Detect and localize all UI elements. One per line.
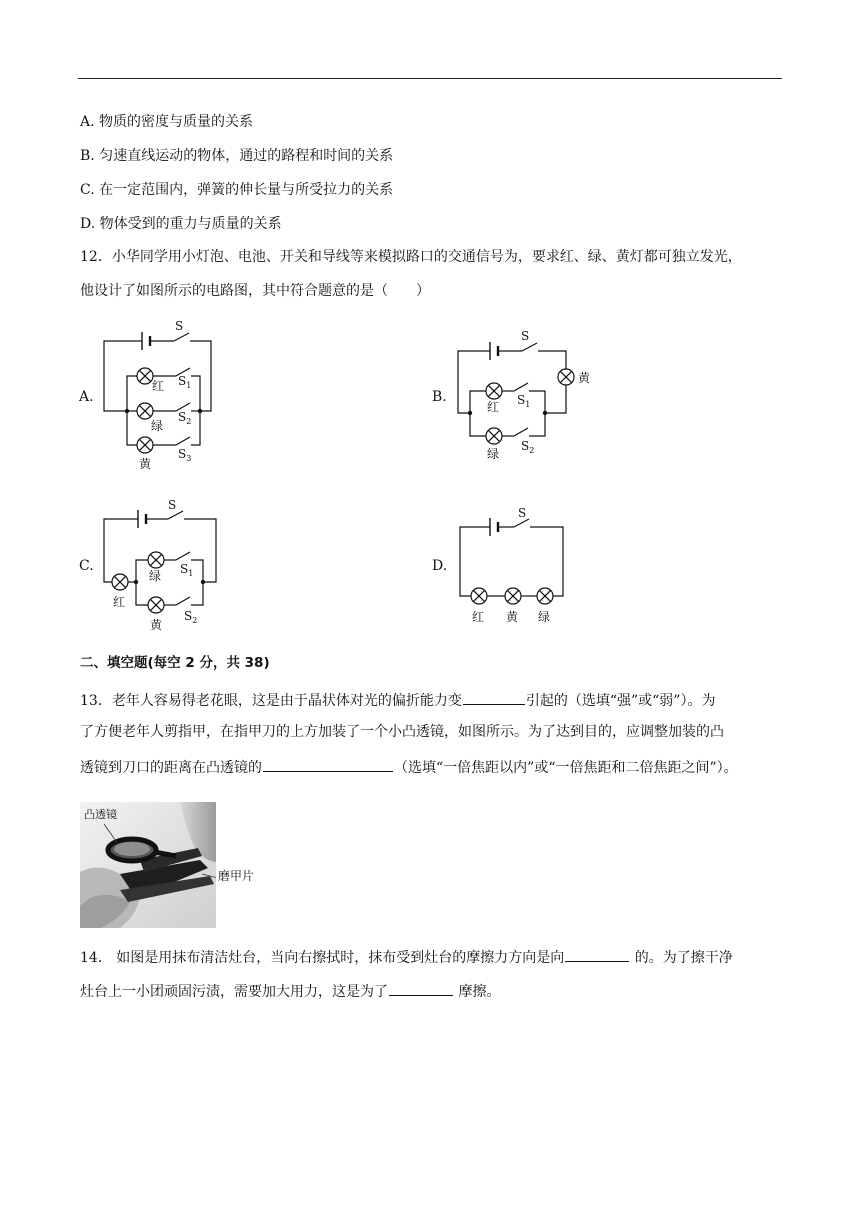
circuit-c-label: C.: [79, 558, 94, 574]
section2-heading: 二、填空题(每空 2 分，共 38): [80, 655, 270, 671]
q13-line2: 了方便老年人剪指甲，在指甲刀的上方加装了一个小凸透镜，如图所示。为了达到目的，应调整加装的凸: [80, 724, 724, 740]
a-s2-label: $S_2$: [178, 410, 192, 426]
b-green-label: 绿: [487, 447, 500, 461]
c-s2-label: $S_2$: [184, 609, 198, 625]
q12-stem-line2: 他设计了如图所示的电路图，其中符合题意的是（ ）: [80, 283, 430, 299]
d-green-label: 绿: [538, 610, 551, 624]
lens-label: 凸透镜: [84, 808, 117, 821]
b-red-label: 红: [487, 400, 500, 414]
c-switch-label: S: [168, 498, 177, 512]
q11-option-a: A. 物质的密度与质量的关系: [80, 114, 254, 130]
lamp-d-yellow: [505, 588, 521, 604]
q14-line1: 14． 如图是用抹布清洁灶台，当向右擦拭时，抹布受到灶台的摩擦力方向是向 的。为了擦干净: [80, 947, 733, 967]
lamp-d-red: [471, 588, 487, 604]
q14-blank-2[interactable]: [389, 981, 453, 996]
c-yellow-label: 黄: [150, 618, 163, 632]
q13-blank-1[interactable]: [463, 690, 525, 705]
a-s3-label: $S_3$: [178, 447, 192, 463]
q14-line2: 灶台上一小团顽固污渍，需要加大用力，这是为了 摩擦。: [80, 981, 500, 1001]
a-switch-label: S: [175, 319, 184, 333]
d-red-label: 红: [472, 610, 485, 624]
lamp-b-red: [486, 383, 502, 399]
lamp-a-yellow: [137, 437, 153, 453]
lamp-c-yellow: [148, 597, 164, 613]
q12-stem-line1: 12．小华同学用小灯泡、电池、开关和导线等来模拟路口的交通信号为，要求红、绿、黄灯都可独立发光，: [80, 249, 742, 265]
a-yellow-label: 黄: [139, 457, 152, 471]
lamp-c-green: [148, 552, 164, 568]
circuit-d-label: D.: [432, 558, 448, 574]
circuit-a-label: A.: [79, 389, 94, 405]
circuit-b-label: B.: [432, 389, 447, 405]
b-s2-label: $S_2$: [521, 439, 535, 455]
lamp-b-yellow: [558, 369, 574, 385]
circuit-d: [460, 518, 563, 596]
q14-blank-1[interactable]: [565, 947, 629, 962]
q13-line1: 13．老年人容易得老花眼，这是由于晶状体对光的偏折能力变 引起的（选填“强”或“弱”）。为: [80, 690, 715, 710]
b-yellow-label: 黄: [578, 371, 591, 385]
c-red-label: 红: [113, 595, 126, 609]
q11-option-c: C. 在一定范围内，弹簧的伸长量与所受拉力的关系: [80, 182, 394, 198]
d-yellow-label: 黄: [506, 610, 519, 624]
lamp-a-green: [137, 403, 153, 419]
lamp-b-green: [486, 428, 502, 444]
a-s1-label: $S_1$: [178, 374, 192, 390]
a-red-label: 红: [152, 379, 165, 393]
circuit-b: [458, 342, 566, 436]
lamp-a-red: [137, 368, 153, 384]
c-s1-label: $S_1$: [180, 562, 194, 578]
b-switch-label: S: [521, 329, 530, 343]
q13-line3: 透镜到刀口的距离在凸透镜的 （选填“一倍焦距以内”或“一倍焦距和二倍焦距之间”）。: [80, 757, 738, 777]
q13-blank-2[interactable]: [263, 757, 393, 772]
a-green-label: 绿: [151, 419, 164, 433]
lamp-d-green: [537, 588, 553, 604]
lamp-c-red: [112, 574, 128, 590]
b-s1-label: $S_1$: [517, 393, 531, 409]
nail-clipper-photo: [80, 802, 216, 928]
q11-option-b: B. 匀速直线运动的物体，通过的路程和时间的关系: [80, 148, 394, 164]
d-switch-label: S: [518, 506, 527, 520]
file-label: 磨甲片: [218, 869, 255, 883]
junction-dots: [125, 409, 547, 584]
c-green-label: 绿: [149, 569, 162, 583]
q11-option-d: D. 物体受到的重力与质量的关系: [80, 216, 282, 232]
